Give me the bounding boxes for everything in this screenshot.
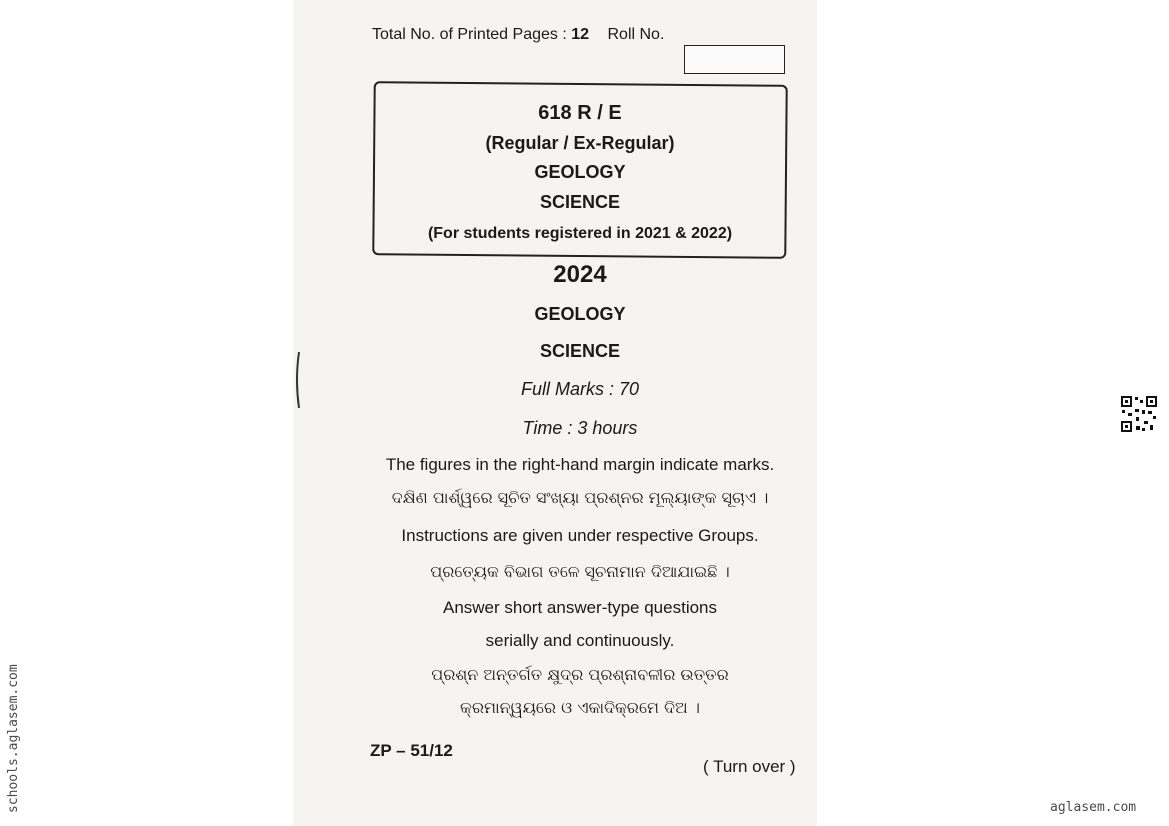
instruction-answer-or-2: କ୍ରମାନ୍ୱୟରେ ଓ ଏକାଦିକ୍ରମେ ଦିଅ ।: [460, 698, 700, 717]
box-stream: SCIENCE: [539, 192, 620, 212]
exam-stream: SCIENCE: [539, 341, 620, 361]
box-note: (For students registered in 2021 & 2022): [427, 225, 733, 242]
full-marks: Full Marks : 70: [520, 379, 640, 399]
paper-type: (Regular / Ex-Regular): [485, 133, 675, 153]
footer-code: ZP – 51/12: [370, 741, 453, 760]
qr-code-icon: [1120, 395, 1158, 433]
printed-pages-label: Total No. of Printed Pages :: [372, 26, 567, 43]
exam-time: Time : 3 hours: [522, 418, 638, 438]
instruction-answer-en-1: Answer short answer-type questions: [442, 598, 718, 617]
box-subject: GEOLOGY: [534, 162, 626, 182]
paper-code: 618 R / E: [538, 102, 622, 124]
instruction-answer-or-1: ପ୍ରଶ୍ନ ଅନ୍ତର୍ଗତ କ୍ଷୁଦ୍ର ପ୍ରଶ୍ନାବଳୀର ଉତ୍ତର: [431, 665, 729, 684]
printed-pages-value: 12: [571, 26, 590, 43]
roll-no-label: Roll No.: [607, 26, 665, 43]
binding-mark: [294, 350, 300, 410]
instruction-answer-en-2: serially and continuously.: [485, 631, 675, 650]
turn-over: ( Turn over ): [703, 757, 796, 776]
instruction-marks-or: ଦକ୍ଷିଣ ପାର୍ଶ୍ୱରେ ସୂଚିତ ସଂଖ୍ୟା ପ୍ରଶ୍ନର ମୂଲ୍ୟାଙ୍କ ସୂଚାଏ ।: [391, 488, 769, 507]
instruction-marks-en: The figures in the right-hand margin indicate marks.: [385, 455, 775, 474]
printed-pages-line: [372, 26, 664, 44]
side-watermark: schools.aglasem.com: [6, 664, 21, 813]
exam-year: 2024: [553, 261, 607, 288]
instruction-groups-or: ପ୍ରତ୍ୟେକ ବିଭାଗ ତଳେ ସୂଚନାମାନ ଦିଆଯାଇଛି ।: [430, 562, 730, 581]
roll-no-input-box: [684, 45, 785, 74]
exam-subject: GEOLOGY: [534, 304, 626, 324]
corner-watermark: aglasem.com: [1050, 800, 1137, 815]
instruction-groups-en: Instructions are given under respective Groups.: [401, 526, 759, 545]
